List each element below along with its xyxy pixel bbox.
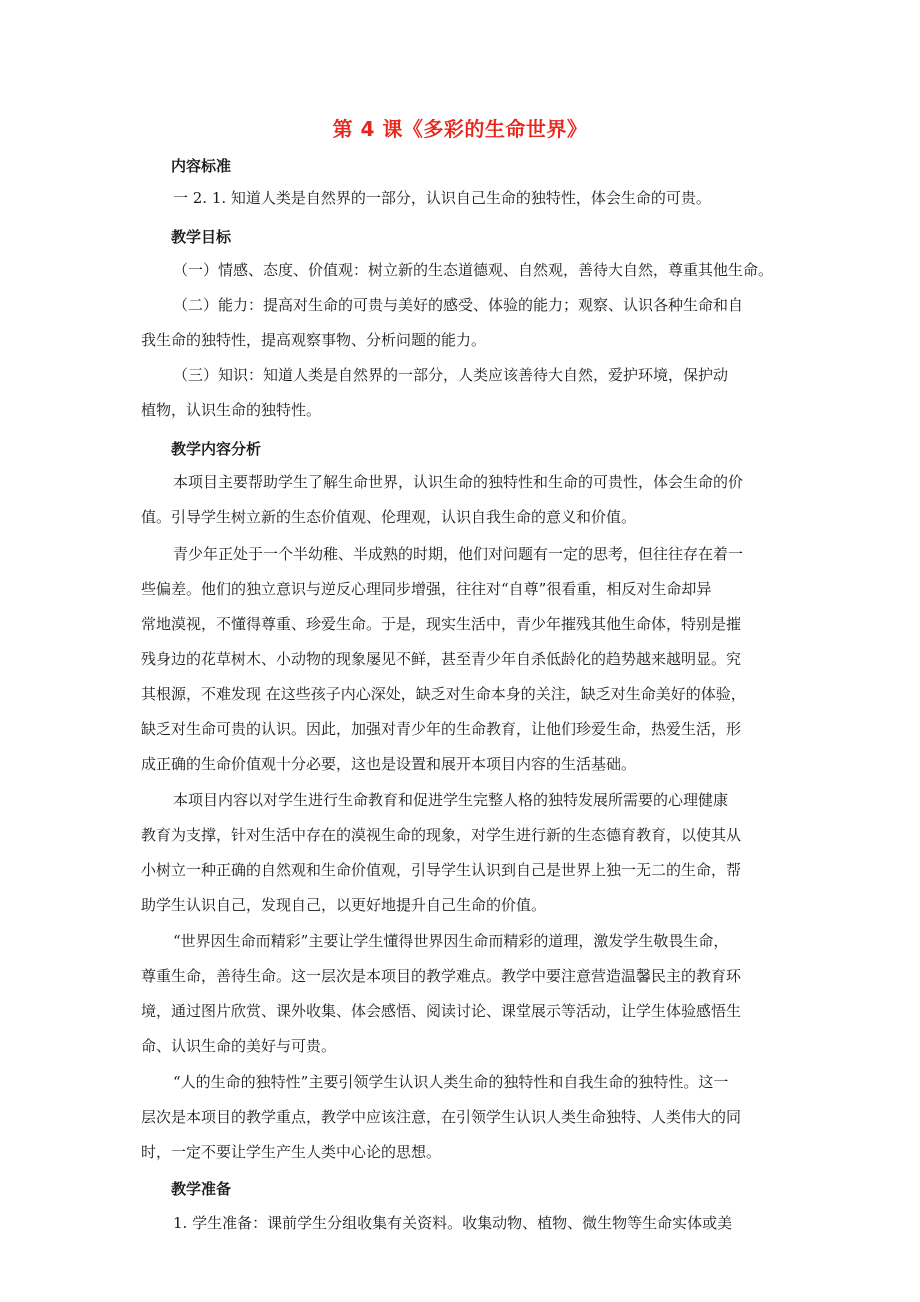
paragraph-line: 成正确的生命价值观十分必要，这也是设置和展开本项目内容的生活基础。: [141, 755, 637, 773]
paragraph-line: 值。引导学生树立新的生态价值观、伦理观，认识自我生命的意义和价值。: [141, 508, 637, 526]
paragraph-line: 教育为支撑，针对生活中存在的漠视生命的现象，对学生进行新的生态德育教育，以使其从: [141, 826, 742, 844]
paragraph-line: 1. 学生准备：课前学生分组收集有关资料。收集动物、植物、微生物等生命实体或美: [173, 1214, 733, 1232]
paragraph-line: 本项目内容以对学生进行生命教育和促进学生完整人格的独特发展所需要的心理健康: [173, 791, 729, 809]
paragraph-line: 青少年正处于一个半幼稚、半成熟的时期，他们对问题有一定的思考，但往往存在着一: [173, 545, 744, 563]
document-title: 第 4 课《多彩的生命世界》: [332, 117, 588, 141]
paragraph-line: 层次是本项目的教学重点，教学中应该注意，在引领学生认识人类生命独特、人类伟大的同: [141, 1108, 742, 1126]
paragraph-line: （二）能力：提高对生命的可贵与美好的感受、体验的能力；观察、认识各种生命和自: [173, 296, 744, 314]
section-heading-preparation: 教学准备: [171, 1180, 232, 1198]
paragraph-line: 其根源，不难发现 在这些孩子内心深处，缺乏对生命本身的关注，缺乏对生命美好的体验，: [141, 685, 746, 703]
paragraph-line: 助学生认识自己，发现自己，以更好地提升自己生命的价值。: [141, 896, 547, 914]
paragraph-line: 缺乏对生命可贵的认识。因此，加强对青少年的生命教育，让他们珍爱生命，热爱生活，形: [141, 720, 742, 738]
paragraph-line: 我生命的独特性，提高观察事物、分析问题的能力。: [141, 331, 487, 349]
section-heading-teaching-goals: 教学目标: [171, 228, 232, 246]
paragraph-line: 植物，认识生命的独特性。: [141, 401, 322, 419]
paragraph-line: 些偏差。他们的独立意识与逆反心理同步增强，往往对“自尊”很看重，相反对生命却异: [141, 580, 712, 598]
paragraph-line: “世界因生命而精彩”主要让学生懂得世界因生命而精彩的道理，激发学生敬畏生命，: [173, 932, 729, 950]
paragraph-line: 本项目主要帮助学生了解生命世界，认识生命的独特性和生命的可贵性，体会生命的价: [173, 473, 744, 491]
section-heading-content-standard: 内容标准: [171, 157, 232, 175]
paragraph-line: “人的生命的独特性”主要引领学生认识人类生命的独特性和自我生命的独特性。这一: [173, 1073, 729, 1091]
paragraph-line: 时，一定不要让学生产生人类中心论的思想。: [141, 1143, 442, 1161]
paragraph-line: 命、认识生命的美好与可贵。: [141, 1037, 337, 1055]
paragraph-line: （一）情感、态度、价值观：树立新的生态道德观、自然观，善待大自然，尊重其他生命。: [173, 261, 774, 279]
paragraph-line: 常地漠视，不懂得尊重、珍爱生命。于是，现实生活中，青少年摧残其他生命体，特别是摧: [141, 615, 742, 633]
paragraph-line: 小树立一种正确的自然观和生命价值观，引导学生认识到自己是世界上独一无二的生命，帮: [141, 861, 742, 879]
paragraph-line: 尊重生命，善待生命。这一层次是本项目的教学难点。教学中要注意营造温馨民主的教育环: [141, 967, 742, 985]
section-heading-content-analysis: 教学内容分析: [171, 440, 262, 458]
paragraph-line: 残身边的花草树木、小动物的现象屡见不鲜，甚至青少年自杀低龄化的趋势越来越明显。究: [141, 650, 742, 668]
paragraph-line: 一 2. 1. 知道人类是自然界的一部分，认识自己生命的独特性，体会生命的可贵。: [173, 189, 711, 207]
paragraph-line: 境，通过图片欣赏、课外收集、体会感悟、阅读讨论、课堂展示等活动，让学生体验感悟生: [141, 1002, 742, 1020]
paragraph-line: （三）知识：知道人类是自然界的一部分，人类应该善待大自然，爱护环境，保护动: [173, 366, 729, 384]
